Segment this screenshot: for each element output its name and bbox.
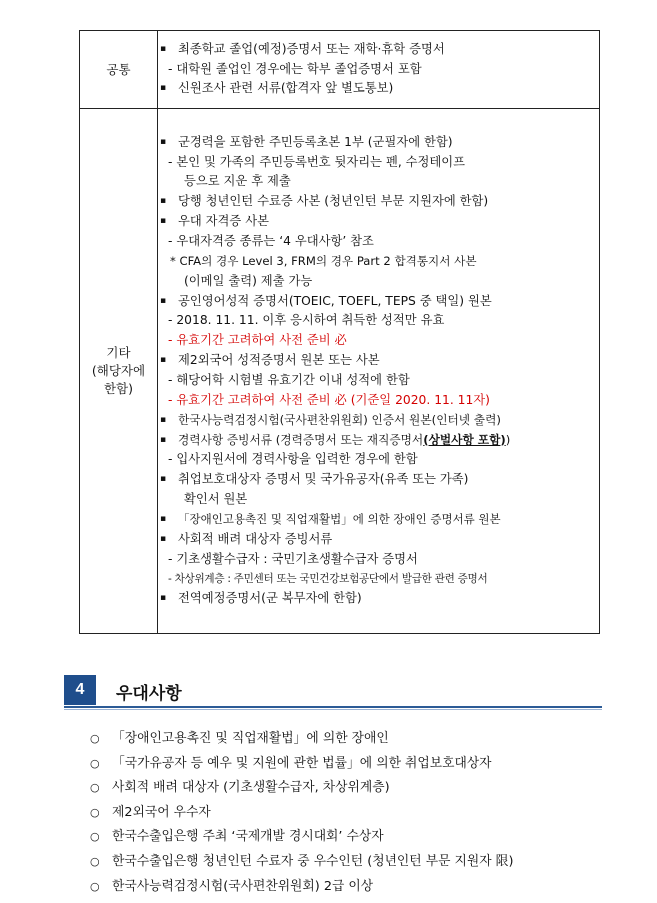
list-item: - 입사지원서에 경력사항을 입력한 경우에 한함 — [168, 452, 418, 467]
section-number-badge: 4 — [64, 675, 96, 705]
list-item-text: 한국수출입은행 주최 ‘국제개발 경시대회’ 수상자 — [112, 829, 384, 845]
list-item-text: 「국가유공자 등 예우 및 지원에 관한 법률」에 의한 취업보호대상자 — [112, 755, 492, 771]
list-item — [90, 728, 513, 753]
list-item: - 본인 및 가족의 주민등록번호 뒷자리는 펜, 수정테이프 — [168, 154, 466, 169]
list-item — [90, 802, 513, 827]
list-item: ▪ 신원조사 관련 서류(합격자 앞 별도통보) — [158, 79, 599, 99]
other-items — [158, 109, 600, 634]
list-item-text: 경력사항 증빙서류 (경력증명서 또는 재직증명서 — [178, 432, 424, 447]
list-item: - 기초생활수급자 : 국민기초생활수급자 증명서 — [168, 551, 418, 566]
circle-bullet-icon: ○ — [90, 756, 100, 770]
list-item-text: 「장애인고용촉진 및 직업재활법」에 의한 장애인 — [112, 731, 389, 746]
list-item: ▪ 군경력을 포함한 주민등록초본 1부 (군필자에 한함) — [158, 133, 599, 153]
list-item: ▪ 한국사능력검정시험(국사편찬위원회) 인증서 원본(인터넷 출력) — [158, 411, 599, 431]
common-items — [158, 31, 600, 109]
list-item: ▪ 전역예정증명서(군 복무자에 한함) — [158, 589, 599, 609]
list-item-warning: - 유효기간 고려하여 사전 준비 必 (기준일 2020. 11. 11자) — [168, 392, 490, 407]
circle-bullet-icon: ○ — [90, 781, 100, 795]
list-item: - 우대자격증 종류는 ‘4 우대사항’ 참조 — [168, 233, 374, 248]
list-item: ▪ 공인영어성적 증명서(TOEIC, TOEFL, TEPS 중 택일) 원본 — [158, 292, 599, 312]
circle-bullet-icon: ○ — [90, 805, 100, 819]
list-item: ▪ 「장애인고용촉진 및 직업재활법」에 의한 장애인 증명서류 원본 — [158, 510, 599, 530]
list-item — [90, 826, 513, 851]
category-common — [80, 31, 158, 109]
list-item: ▪ 사회적 배려 대상자 증빙서류 — [158, 530, 599, 550]
list-item-text: 사회적 배려 대상자 (기초생활수급자, 차상위계층) — [112, 780, 390, 796]
list-item — [90, 851, 513, 876]
list-item-text: 제2외국어 우수자 — [112, 804, 211, 820]
list-item: (이메일 출력) 제출 가능 — [184, 273, 313, 288]
list-item: ▪ 당행 청년인턴 수료증 사본 (청년인턴 부문 지원자에 한함) — [158, 192, 599, 212]
category-common-label: 공통 — [106, 61, 131, 77]
category-other-label-3: 한함) — [103, 381, 134, 396]
list-item: ▪ 제2외국어 성적증명서 원본 또는 사본 — [158, 351, 599, 371]
list-item: ▪ 우대 자격증 사본 — [158, 212, 599, 232]
list-item-emphasis: (상벌사항 포함) — [423, 432, 506, 447]
circle-bullet-icon: ○ — [90, 732, 100, 745]
list-item-text: 한국수출입은행 청년인턴 수료자 중 우수인턴 (청년인턴 부문 지원자 限) — [112, 853, 514, 869]
list-item — [90, 876, 513, 901]
preference-list — [90, 728, 513, 900]
list-item-warning: - 유효기간 고려하여 사전 준비 必 — [168, 333, 347, 348]
list-item: - 2018. 11. 11. 이후 응시하여 취득한 성적만 유효 — [168, 313, 445, 328]
section-header — [64, 675, 602, 707]
category-other-label-2: (해당자에 — [91, 363, 146, 378]
list-item-text: 한국사능력검정시험(국사편찬위원회) 2급 이상 — [112, 878, 374, 894]
list-item — [90, 753, 513, 778]
section-divider — [64, 706, 602, 708]
list-item: 등으로 지운 후 제출 — [184, 174, 291, 189]
list-item: ▪ 최종학교 졸업(예정)증명서 또는 재학·휴학 증명서 — [158, 40, 599, 60]
circle-bullet-icon: ○ — [90, 879, 100, 893]
documents-table — [79, 30, 600, 634]
section-title: 우대사항 — [116, 684, 182, 704]
list-item: - 대학원 졸업인 경우에는 학부 졸업증명서 포함 — [168, 61, 422, 76]
list-item: ▪ 취업보호대상자 증명서 및 국가유공자(유족 또는 가족) — [158, 470, 599, 490]
list-item — [158, 431, 599, 451]
circle-bullet-icon: ○ — [90, 854, 100, 868]
list-item: 확인서 원본 — [184, 492, 248, 507]
list-item-tail: ) — [505, 432, 511, 447]
section-divider-thin — [64, 709, 602, 710]
list-item — [90, 777, 513, 802]
category-other-label-1: 기타 — [106, 345, 131, 360]
category-other — [80, 109, 158, 634]
list-item: - 차상위계층 : 주민센터 또는 국민건강보험공단에서 발급한 관련 증명서 — [168, 572, 488, 585]
list-item: - 해당어학 시험별 유효기간 이내 성적에 한함 — [168, 373, 410, 387]
circle-bullet-icon: ○ — [90, 830, 100, 844]
list-item: * CFA의 경우 Level 3, FRM의 경우 Part 2 합격통지서 사본 — [170, 253, 477, 268]
